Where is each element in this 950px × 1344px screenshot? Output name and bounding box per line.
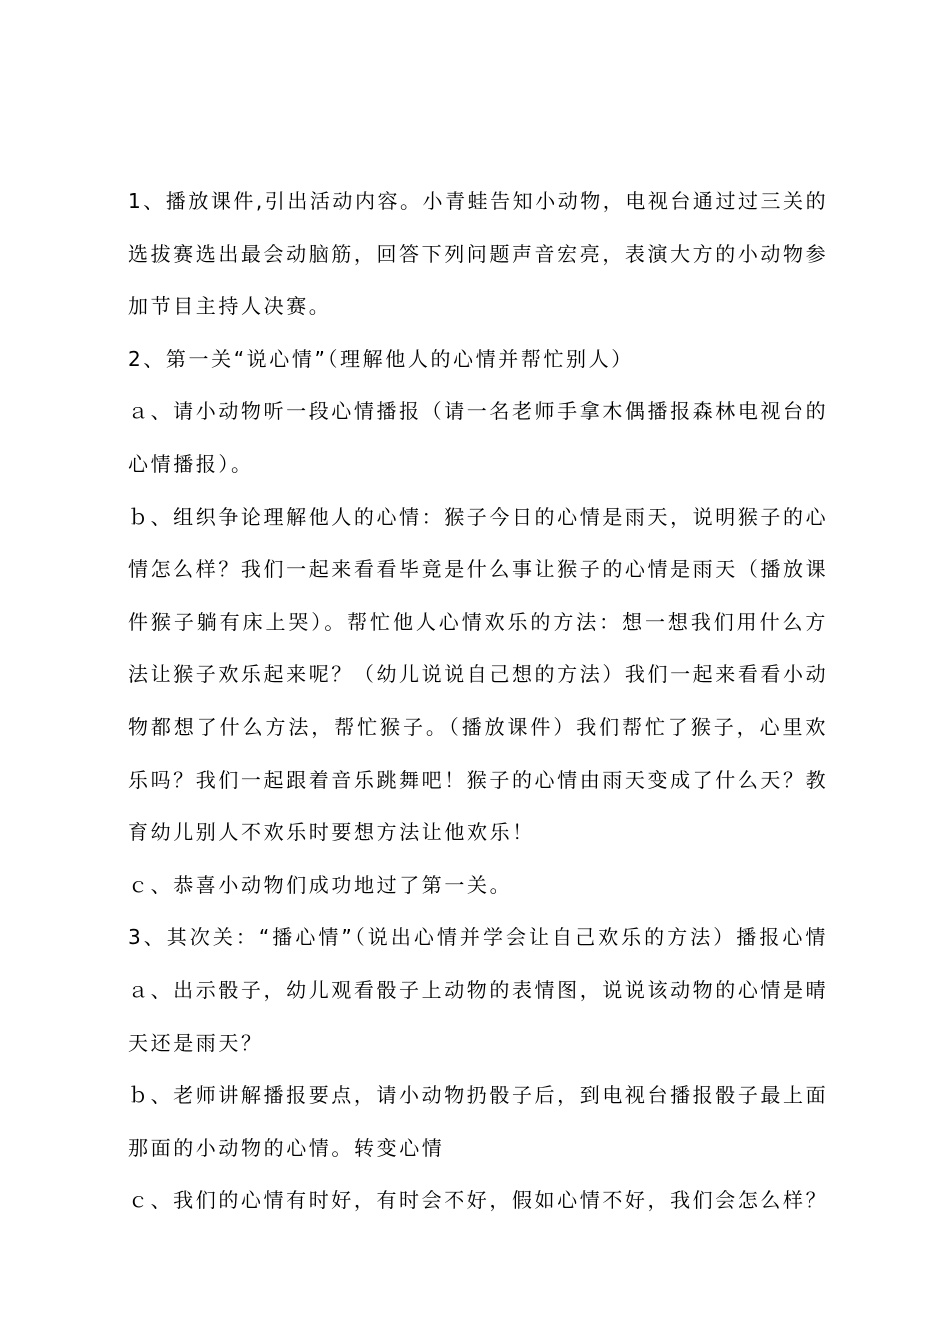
text-line-3: 加节目主持人决赛。 [128, 294, 332, 319]
text-line-8: 情怎么样？我们一起来看看毕竟是什么事让猴子的心情是雨天（播放课 [128, 557, 828, 582]
document-page [128, 188, 828, 1240]
text-line-1: 1、播放课件,引出活动内容。小青蛙告知小动物，电视台通过过三关的 [128, 189, 828, 213]
text-line-17: 天还是雨天？ [128, 1030, 264, 1055]
text-line-18: ｂ、老师讲解播报要点，请小动物扔骰子后，到电视台播报骰子最上面 [128, 1083, 828, 1108]
text-line-5: ａ、请小动物听一段心情播报（请一名老师手拿木偶播报森林电视台的 [128, 399, 828, 424]
text-line-6: 心情播报）。 [128, 451, 254, 476]
text-line-16: ａ、出示骰子，幼儿观看骰子上动物的表情图，说说该动物的心情是晴 [128, 977, 828, 1002]
text-line-12: 乐吗？我们一起跟着音乐跳舞吧！猴子的心情由雨天变成了什么天？教 [128, 767, 828, 792]
text-line-19: 那面的小动物的心情。转变心情 [128, 1135, 445, 1160]
text-line-13: 育幼儿别人不欢乐时要想方法让他欢乐！ [128, 820, 535, 845]
text-line-9: 件猴子躺有床上哭）。帮忙他人心情欢乐的方法：想一想我们用什么方 [128, 609, 828, 634]
text-line-11: 物都想了什么方法，帮忙猴子。（播放课件）我们帮忙了猴子，心里欢 [128, 714, 828, 739]
text-line-10: 法让猴子欢乐起来呢？（幼儿说说自己想的方法）我们一起来看看小动 [128, 662, 828, 687]
text-line-7: ｂ、组织争论理解他人的心情：猴子今日的心情是雨天，说明猴子的心 [128, 504, 828, 529]
text-line-20: ｃ、我们的心情有时好，有时会不好，假如心情不好，我们会怎么样？ [128, 1188, 828, 1213]
text-line-15: 3、其次关：“播心情”（说出心情并学会让自己欢乐的方法）播报心情 [128, 925, 828, 950]
text-line-4: 2、第一关“说心情”（理解他人的心情并帮忙别人） [128, 346, 634, 371]
text-line-2: 选拔赛选出最会动脑筋，回答下列问题声音宏亮，表演大方的小动物参 [128, 241, 828, 266]
text-line-14: ｃ、恭喜小动物们成功地过了第一关。 [128, 872, 513, 897]
